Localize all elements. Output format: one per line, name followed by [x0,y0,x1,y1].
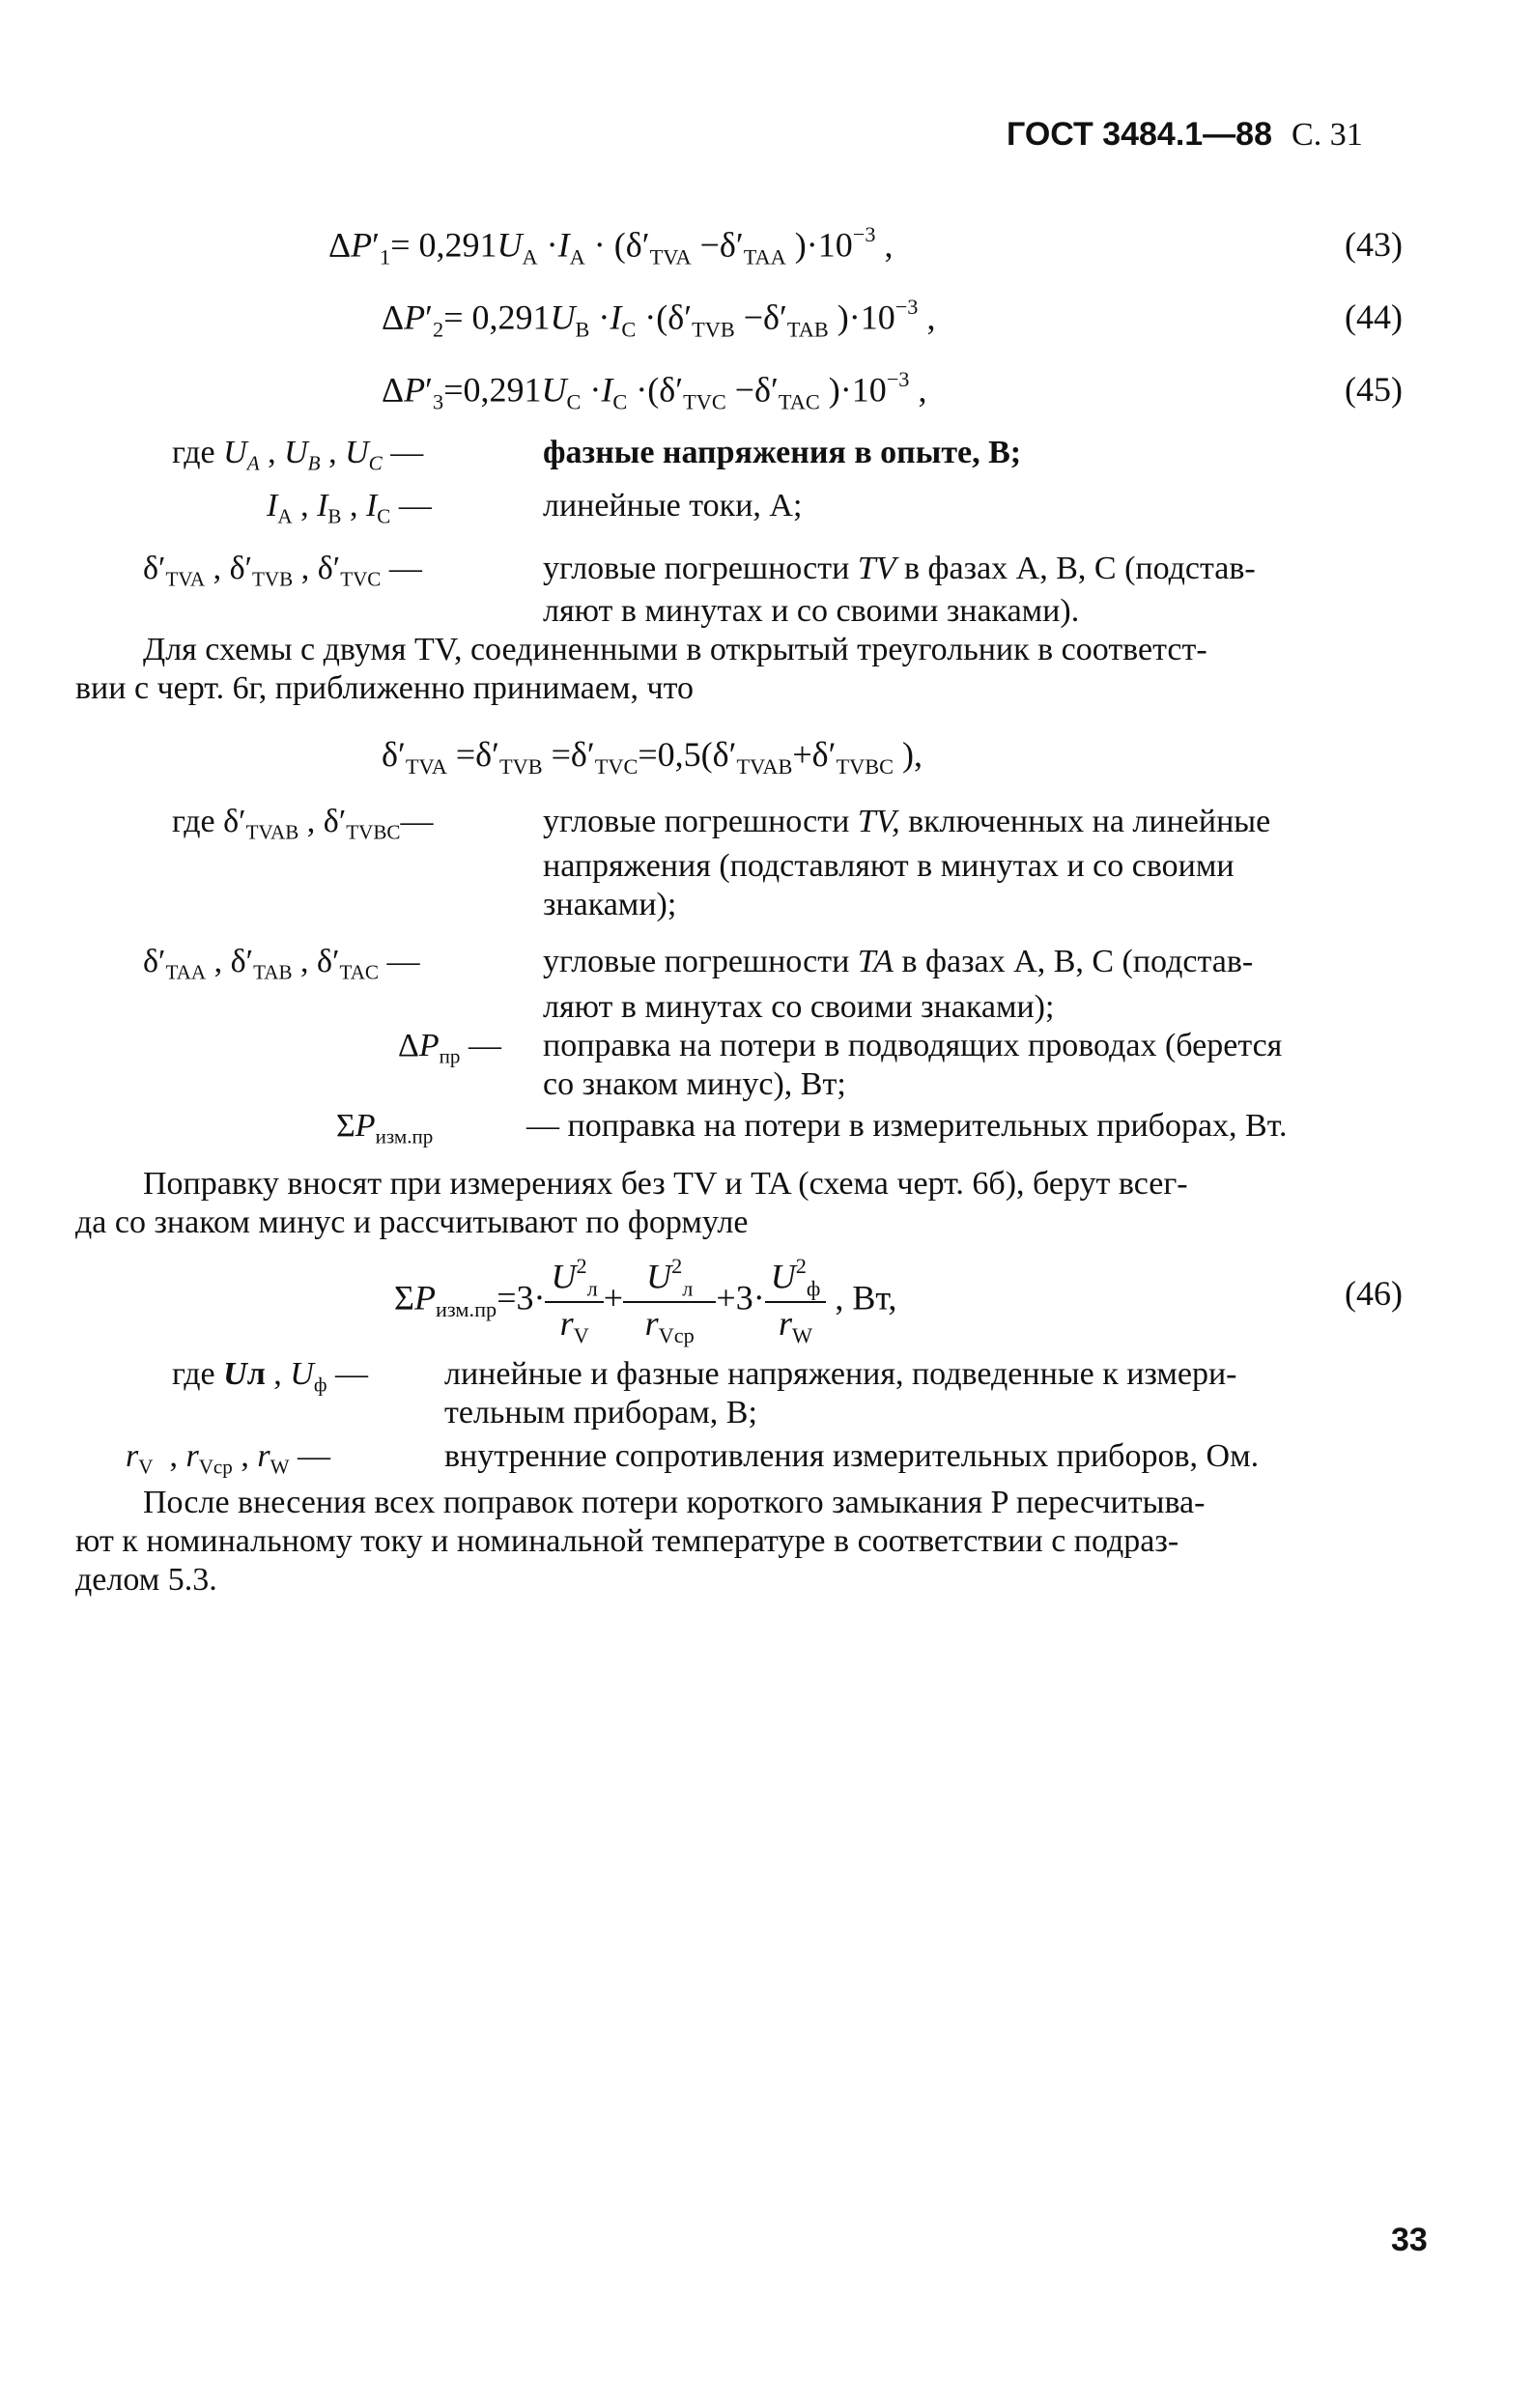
def-ul-symbol: где Uл , $U_ф$ — [172,1356,369,1397]
equation-number-44: (44) [1345,297,1403,336]
def-sp-line1: — поправка на потери в измерительных приборах, Вт. [526,1108,1288,1144]
def-delta-tv-line2: ляют в минутах и со своими знаками). [543,593,1080,629]
fraction-ul-rvcp: $\frac{U^2_л}{r_{Vcp}}$ [623,1254,716,1348]
def-delta-tv-line1: угловые погрешности TV в фазах А, В, С (подстав- [543,551,1256,586]
page-label: С. 31 [1292,117,1363,153]
def-tvab-line2: напряжения (подставляют в минутах и со своими [543,848,1235,884]
paragraph-1-line2: вии с черт. 6г, приближенно принимаем, что [75,670,694,706]
paragraph-3-line3: делом 5.3. [75,1562,217,1598]
page-number: 33 [1391,2222,1428,2258]
def-dp-symbol: $\Delta P_{пр}$ — [398,1028,501,1068]
def-dp-line1: поправка на потери в подводящих проводах (берется [543,1028,1283,1063]
def-taa-line2: ляют в минутах со своими знаками); [543,989,1055,1025]
def-tvab-line3: знаками); [543,887,677,922]
equation-number-45: (45) [1345,370,1403,409]
def-taa-symbol: $\delta'_{TAA}$ , $\delta'_{TAB}$ , $\delta'_{TAC}$ — [143,944,420,984]
def-taa-line1: угловые погрешности TA в фазах А, В, С (подстав- [543,944,1254,979]
def-ul-line2: тельным приборам, В; [444,1395,757,1431]
equation-delta-tva: $\delta'_{TVA} =\delta'_{TVB} =\delta'_{TVC}=0,5(\delta'_{TVAB}+\delta'_{TVBC}$ ), [382,735,923,779]
def-i-line-text: линейные токи, А; [543,488,803,524]
equation-number-46: (46) [1345,1274,1403,1313]
fraction-uf-rw: $\frac{U^2_ф}{r_W}$ [765,1254,827,1348]
equation-45: $\Delta P'_3=0,291U_C \cdot I_C \cdot(\delta'_{TVC} -\delta'_{TAC}$ )$\cdot 10^{-3}$ , [382,367,927,414]
equation-43: $\Delta P'_1= 0,291U_A \cdot I_A \cdot (\delta'_{TVA} -\delta'_{TAA}$ )$\cdot 10^{-3}$ , [328,222,894,269]
def-tvab-line1: угловые погрешности TV, включенных на линейные [543,804,1271,839]
def-u-phase-symbol: где $U_A$ , $U_B$ , $U_C$ — [172,435,424,475]
paragraph-1-line1: Для схемы с двумя TV, соединенными в открытый треугольник в соответст- [143,632,1207,667]
def-rv-line1: внутренние сопротивления измерительных приборов, Ом. [444,1438,1260,1474]
paragraph-2-line2: да со знаком минус и рассчитывают по формуле [75,1204,749,1240]
standard-code: ГОСТ 3484.1—88 [1007,116,1273,153]
paragraph-2-line1: Поправку вносят при измерениях без TV и TA (схема черт. 6б), берут всег- [143,1166,1188,1202]
page-header [1007,116,1363,154]
def-i-line-symbol: $I_A$ , $I_B$ , $I_C$ — [267,488,432,528]
def-ul-line1: линейные и фазные напряжения, подведенные к измери- [444,1356,1237,1392]
def-tvab-symbol: где $\delta'_{TVAB}$ , $\delta'_{TVBC}—$ [172,804,434,844]
def-sp-symbol: $\Sigma P_{изм.пр}$ [336,1108,434,1148]
equation-number-43: (43) [1345,225,1403,264]
paragraph-3-line1: После внесения всех поправок потери короткого замыкания P пересчитыва- [143,1485,1206,1520]
equation-46: $\Sigma P_{изм.пр}=3\cdot$ $\frac{U^2_л}{r_V}$ + $\frac{U^2_л}{r_{Vcp}}$ +3· $\frac{U^2_ф}{r_W}$ , Вт, [394,1254,897,1348]
fraction-ul-rv: $\frac{U^2_л}{r_V}$ [545,1254,603,1348]
paragraph-3-line2: ют к номинальному току и номинальной температуре в соответствии с подраз- [75,1523,1179,1559]
def-delta-tv-symbol: $\delta'_{TVA}$ , $\delta'_{TVB}$ , $\delta'_{TVC}$ — [143,551,422,591]
def-u-phase-text: фазные напряжения в опыте, В; [543,435,1022,470]
def-dp-line2: со знаком минус), Вт; [543,1066,846,1102]
def-rv-symbol: $r_V$ , $r_{Vcp}$ , $r_W$ — [126,1438,330,1479]
equation-44: $\Delta P'_2= 0,291U_B \cdot I_C \cdot(\delta'_{TVB} -\delta'_{TAB}$ )$\cdot 10^{-3}$ , [382,295,936,342]
